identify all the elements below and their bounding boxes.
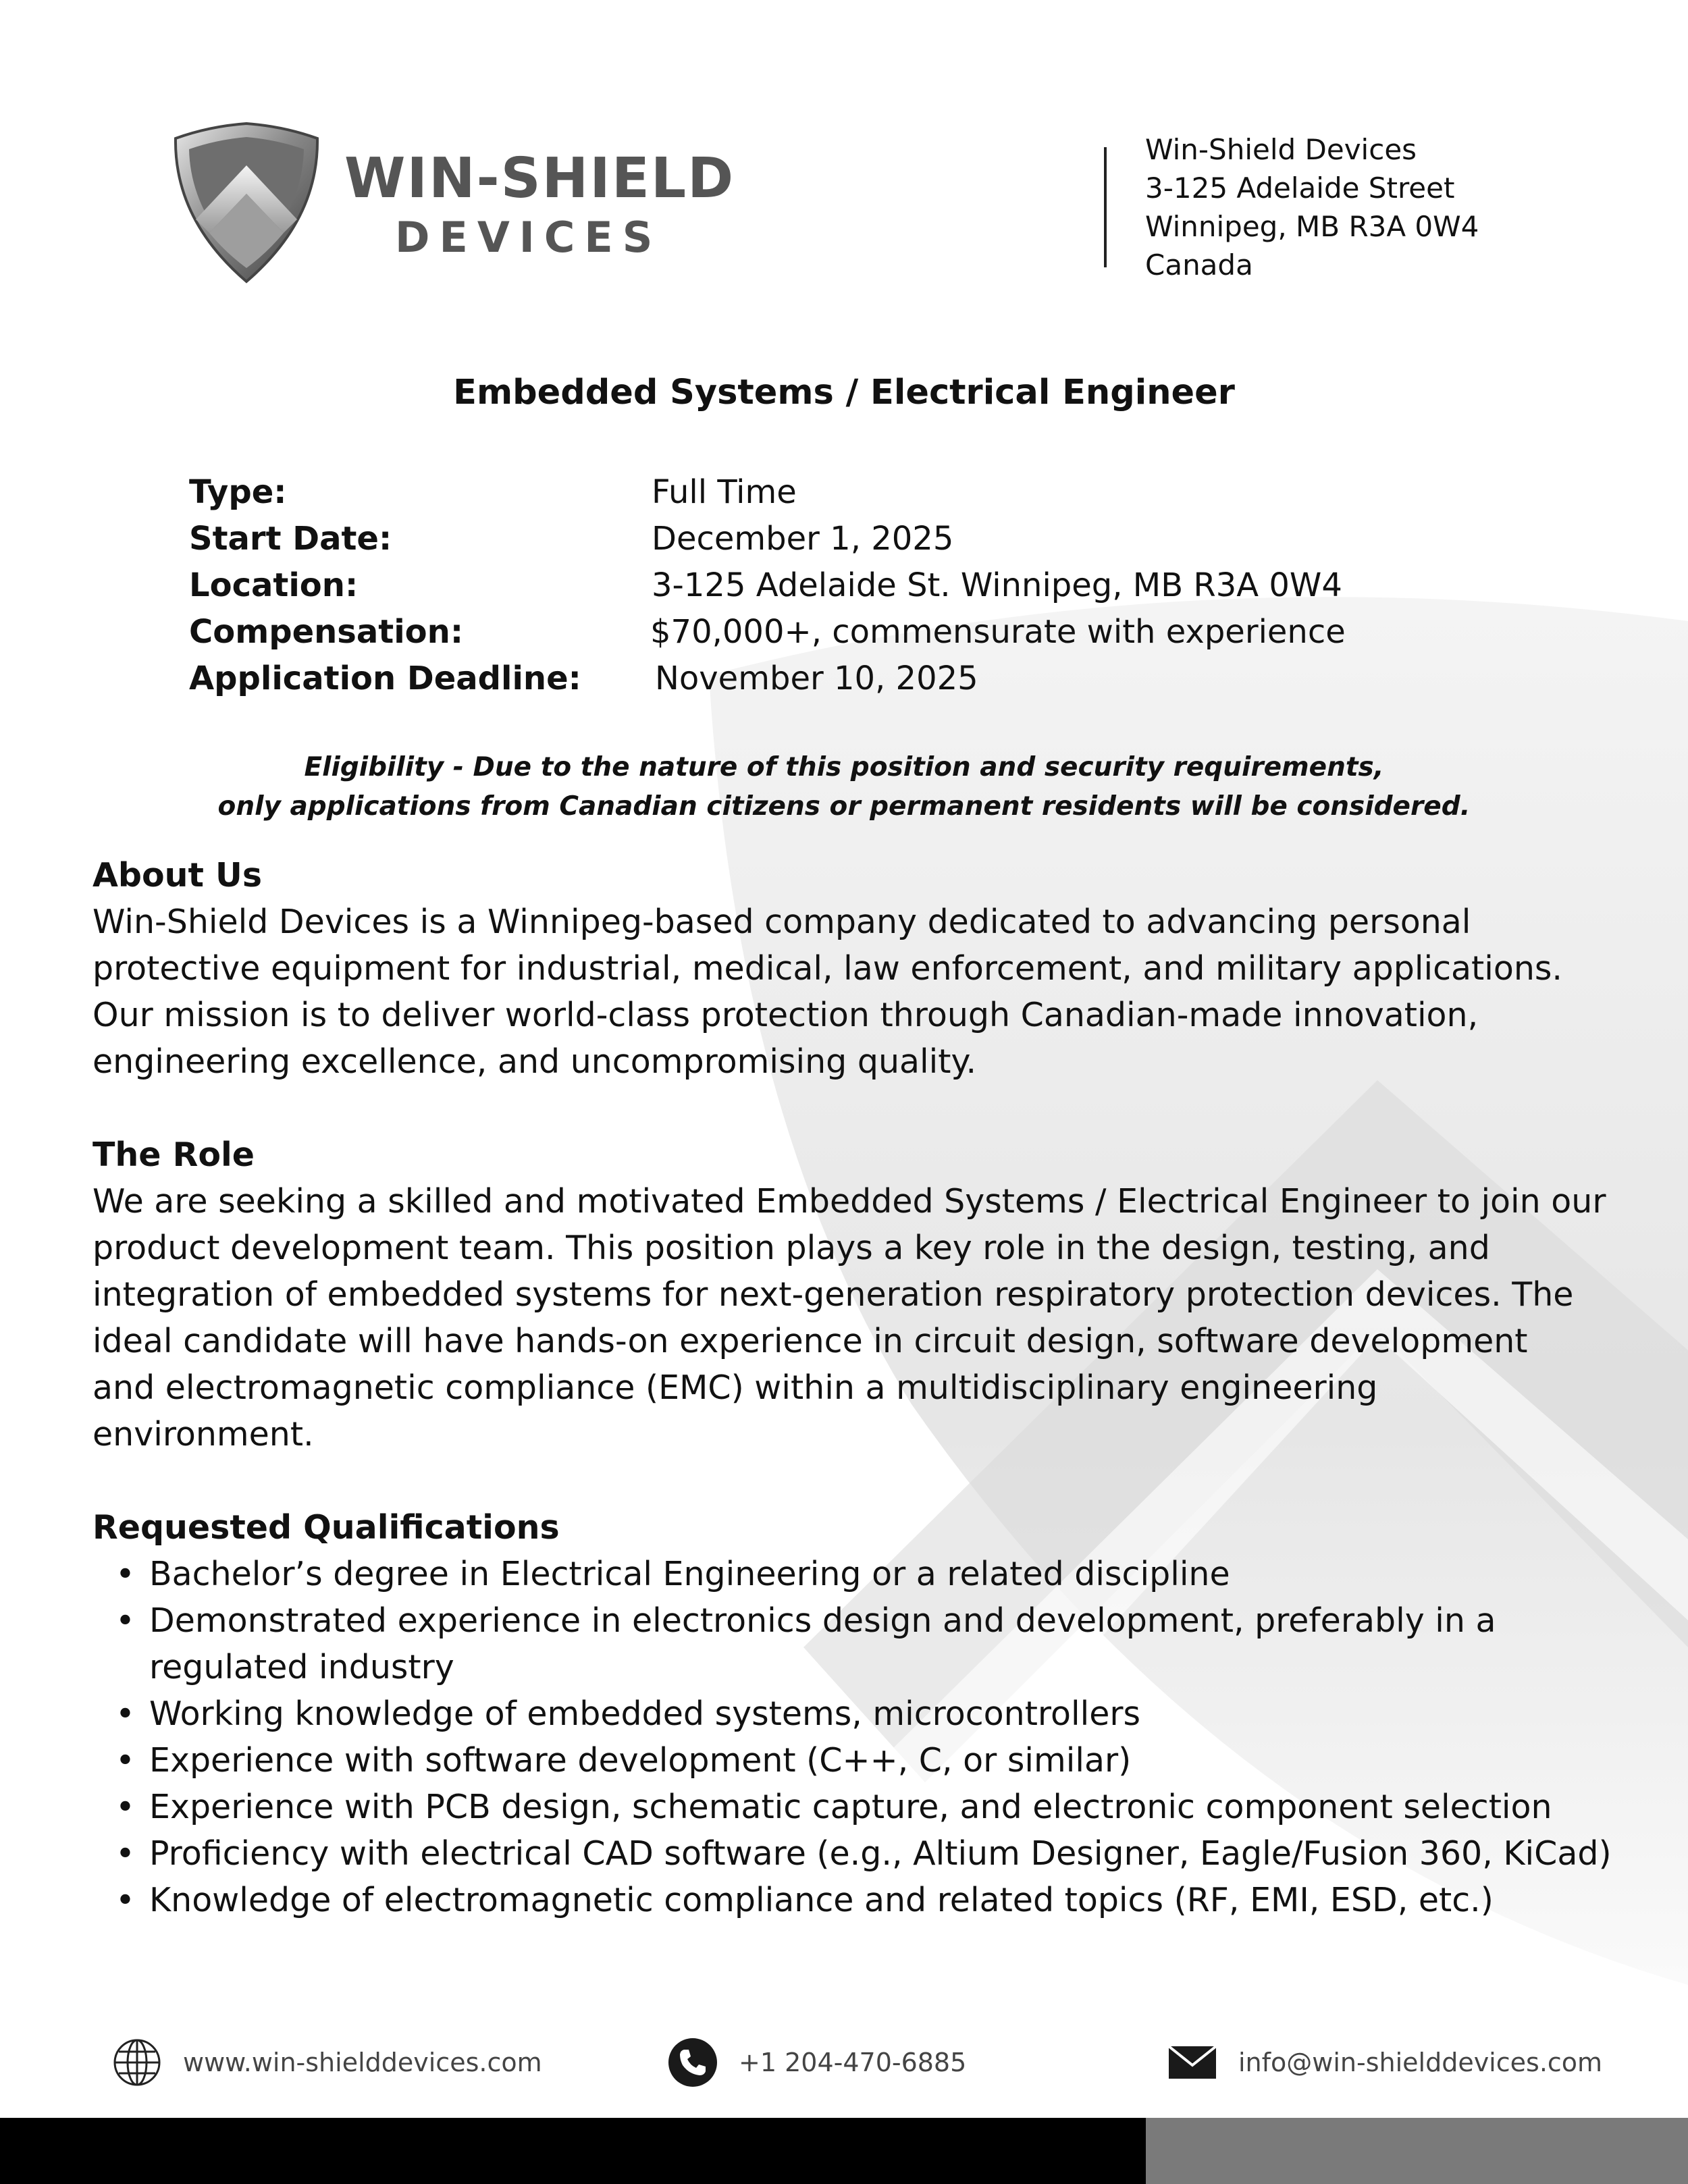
detail-value: $70,000+, commensurate with experience	[650, 613, 1346, 651]
about-paragraph	[93, 899, 1618, 1085]
detail-label: Location:	[189, 566, 359, 604]
globe-icon	[111, 2037, 163, 2088]
address-line: Winnipeg, MB R3A 0W4	[1145, 210, 1479, 243]
list-item-text: regulated industry	[149, 1648, 454, 1686]
list-item-text: Bachelor’s degree in Electrical Engineering or a related discipline	[149, 1555, 1230, 1593]
website-link[interactable]: www.win-shielddevices.com	[183, 2048, 542, 2077]
role-line: ideal candidate will have hands-on experience in circuit design, software development	[93, 1322, 1528, 1360]
list-item	[93, 1551, 1618, 1597]
company-address	[1145, 130, 1479, 284]
list-item	[93, 1737, 1618, 1784]
role-line: environment.	[93, 1415, 314, 1454]
list-item-text: Demonstrated experience in electronics design and development, preferably in a	[149, 1601, 1496, 1640]
list-item-text: Working knowledge of embedded systems, microcontrollers	[149, 1695, 1141, 1733]
about-line: protective equipment for industrial, medical, law enforcement, and military applications.	[93, 949, 1563, 988]
phone-number[interactable]: +1 204-470-6885	[739, 2048, 967, 2077]
eligibility-notice	[0, 748, 1688, 826]
shield-icon	[169, 118, 324, 287]
footer-contacts	[0, 2035, 1688, 2089]
logo-wordmark: WIN-SHIELD	[344, 147, 735, 211]
detail-label: Application Deadline:	[189, 660, 581, 697]
footer-bar-black	[0, 2118, 1146, 2184]
detail-value: 3-125 Adelaide St. Winnipeg, MB R3A 0W4	[652, 566, 1342, 604]
spacer	[93, 1458, 1618, 1504]
role-line: integration of embedded systems for next-generation respiratory protection devices. The	[93, 1275, 1574, 1314]
list-item	[93, 1877, 1618, 1923]
detail-label: Compensation:	[189, 613, 464, 651]
list-item-text: Knowledge of electromagnetic compliance and related topics (RF, EMI, ESD, etc.)	[149, 1881, 1494, 1919]
list-item-text: Proficiency with electrical CAD software (e.g., Altium Designer, Eagle/Fusion 360, KiCad)	[149, 1834, 1612, 1873]
section-heading-about: About Us	[93, 856, 262, 895]
section-heading-role: The Role	[93, 1136, 255, 1174]
list-item-text: Experience with software development (C++, C, or similar)	[149, 1741, 1132, 1780]
list-item	[93, 1597, 1618, 1690]
spacer	[93, 1085, 1618, 1131]
role-line: We are seeking a skilled and motivated Embedded Systems / Electrical Engineer to join our	[93, 1182, 1606, 1221]
phone-icon	[667, 2037, 718, 2088]
address-line: Canada	[1145, 248, 1253, 282]
detail-value: Full Time	[652, 473, 797, 511]
section-heading-qualifications: Requested Qualifications	[93, 1508, 560, 1547]
footer-phone[interactable]	[667, 2035, 966, 2089]
detail-label: Start Date:	[189, 520, 392, 558]
role-paragraph	[93, 1178, 1618, 1458]
qualifications-list	[93, 1551, 1618, 1923]
eligibility-line: Eligibility - Due to the nature of this position and security requirements,	[304, 752, 1384, 782]
address-divider	[1104, 147, 1107, 267]
list-item-text: Experience with PCB design, schematic capture, and electronic component selection	[149, 1788, 1552, 1826]
envelope-icon	[1167, 2037, 1218, 2088]
list-item	[93, 1830, 1618, 1877]
detail-value: December 1, 2025	[652, 520, 954, 558]
address-line: 3-125 Adelaide Street	[1145, 171, 1455, 205]
role-line: and electromagnetic compliance (EMC) within a multidisciplinary engineering	[93, 1368, 1378, 1407]
posting-body	[93, 852, 1618, 1923]
job-title: Embedded Systems / Electrical Engineer	[453, 373, 1235, 412]
eligibility-line: only applications from Canadian citizens or permanent residents will be considered.	[217, 791, 1471, 822]
list-item	[93, 1690, 1618, 1737]
about-line: engineering excellence, and uncompromising quality.	[93, 1042, 977, 1081]
footer-email[interactable]	[1167, 2035, 1602, 2089]
detail-value: November 10, 2025	[655, 660, 978, 697]
about-line: Our mission is to deliver world-class protection through Canadian-made innovation,	[93, 996, 1479, 1034]
list-item	[93, 1784, 1618, 1830]
footer-website[interactable]	[111, 2035, 542, 2089]
detail-label: Type:	[189, 473, 287, 511]
email-link[interactable]: info@win-shielddevices.com	[1238, 2048, 1603, 2077]
company-logo	[169, 118, 735, 287]
address-line: Win-Shield Devices	[1145, 133, 1417, 166]
role-line: product development team. This position plays a key role in the design, testing, and	[93, 1229, 1490, 1267]
footer-bar-gray	[1146, 2118, 1688, 2184]
logo-subtitle: DEVICES	[395, 213, 662, 262]
about-line: Win-Shield Devices is a Winnipeg-based company dedicated to advancing personal	[93, 903, 1471, 941]
